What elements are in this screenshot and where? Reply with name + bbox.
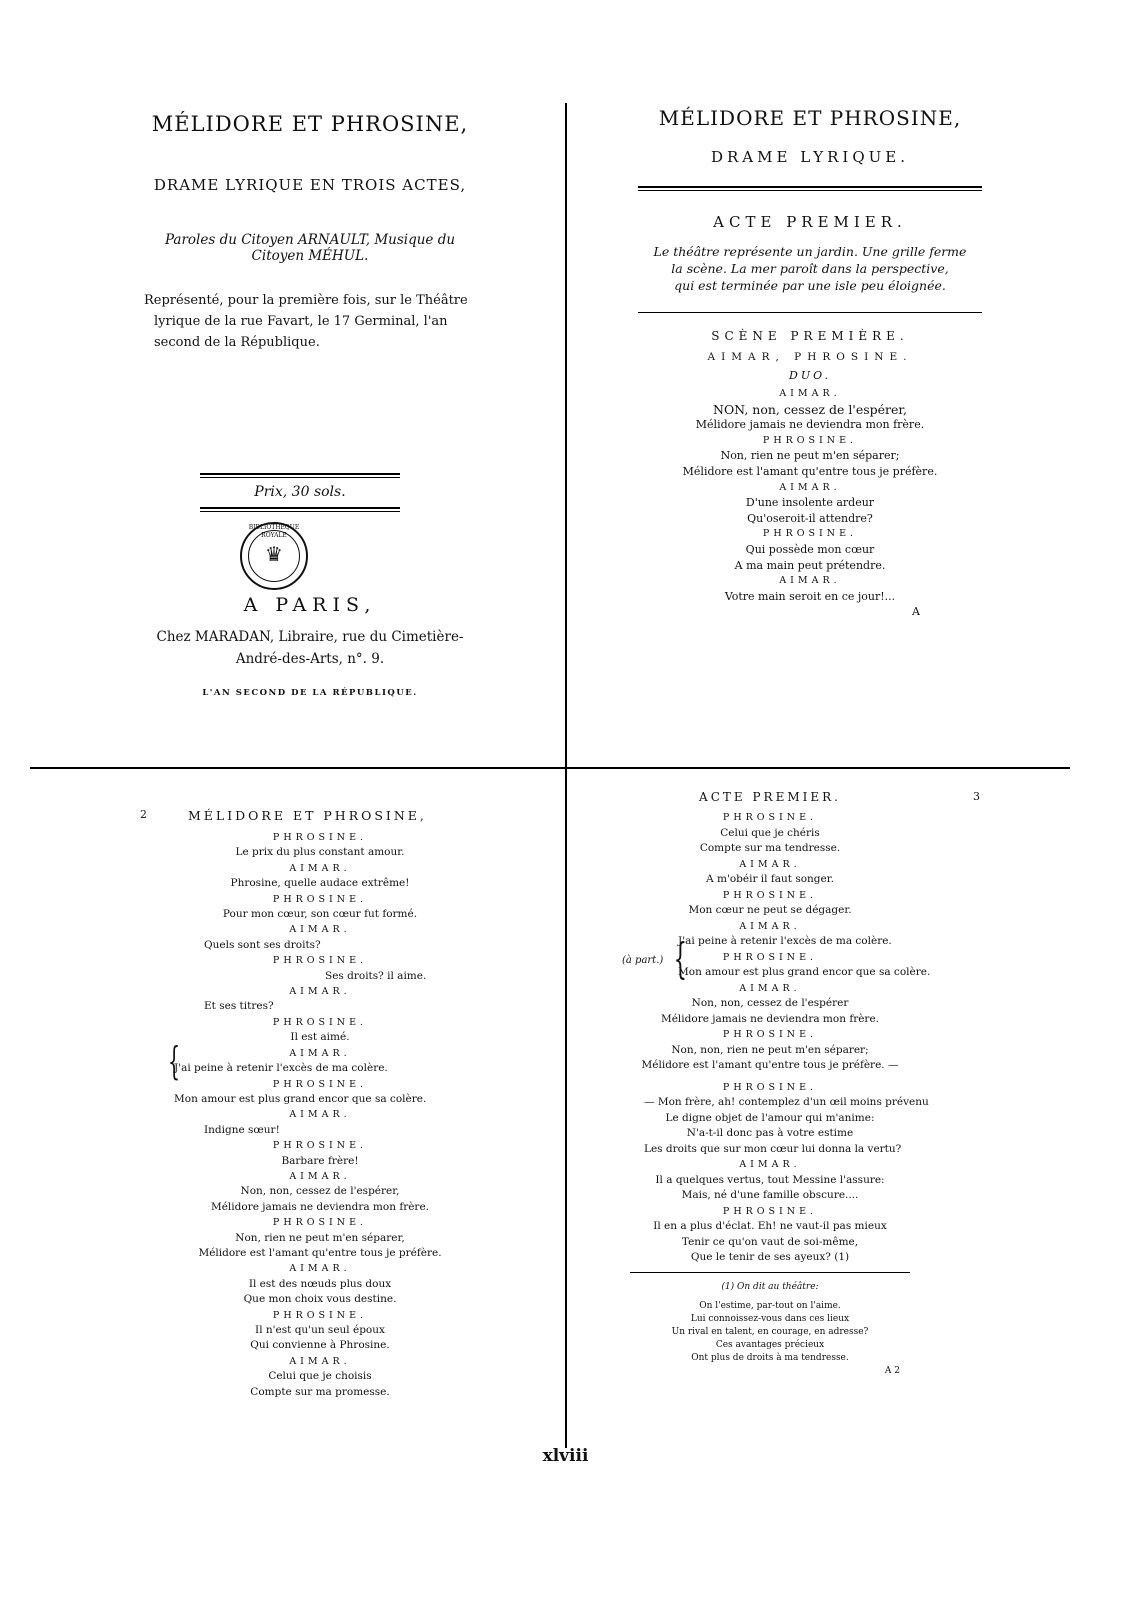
verse-line: Mon amour est plus grand encor que sa colère. [174, 1092, 427, 1105]
verse-line: Il n'est qu'un seul époux [255, 1324, 385, 1336]
verse-line: Quels sont ses droits? [204, 938, 321, 951]
verse-line: Mélidore jamais ne deviendra mon frère. [660, 1012, 880, 1025]
running-header: ACTE PREMIER. [699, 790, 841, 804]
library-stamp [240, 522, 308, 590]
speaker-name: PHROSINE. [272, 1140, 368, 1152]
performance-line: lyrique de la rue Favart, le 17 Germinal, l'an [154, 314, 448, 329]
speaker-name: PHROSINE. [272, 1016, 368, 1028]
title-page [120, 112, 500, 353]
page-bottom-left [140, 808, 480, 1400]
double-rule [638, 186, 982, 191]
speaker-name: PHROSINE. [722, 1029, 818, 1040]
act-heading: ACTE PREMIER. [713, 213, 907, 231]
subtitle: DRAME LYRIQUE. [710, 148, 909, 166]
verse-line: Celui que je chéris [720, 826, 820, 839]
characters: AIMAR, PHROSINE. [707, 351, 913, 363]
page-number-footer: xlviii [542, 1446, 589, 1466]
footnote-rule [630, 1272, 910, 1273]
verse-line: Mon cœur ne peut se dégager. [688, 904, 852, 916]
speaker-name: PHROSINE. [272, 1309, 368, 1321]
right-brace: { [673, 934, 688, 983]
verse-line: Non, rien ne peut m'en séparer, [235, 1231, 405, 1244]
verse-line: Il a quelques vertus, tout Messine l'assure: [655, 1173, 885, 1186]
verse-line: — Mon frère, ah! contemplez d'un œil moins prévenu [644, 1096, 929, 1108]
speaker-name: AIMAR. [289, 1109, 351, 1121]
verse-line: Pour mon cœur, son cœur fut formé. [222, 908, 418, 921]
verse-line: Il est des nœuds plus doux [248, 1277, 392, 1290]
stage-line: la scène. La mer paroît dans la perspective, [671, 261, 949, 276]
speaker-name: AIMAR. [739, 858, 801, 870]
verse-line: Le digne objet de l'amour qui m'anime: [665, 1111, 875, 1124]
speaker-name: PHROSINE. [722, 812, 818, 823]
speaker-name: PHROSINE. [272, 1078, 368, 1090]
speaker-name: AIMAR. [289, 1263, 351, 1275]
verse-line: Phrosine, quelle audace extrême! [230, 877, 410, 890]
stage-line: Le théâtre représente un jardin. Une grille ferme [653, 244, 967, 259]
verse-line: Votre main seroit en ce jour!... [724, 589, 896, 603]
horizontal-divider [30, 767, 1070, 769]
credits-line-1: Paroles du Citoyen ARNAULT, Musique du [164, 232, 456, 248]
title: MÉLIDORE ET PHROSINE, [658, 106, 962, 130]
verse-line: A m'obéir il faut songer. [706, 873, 834, 885]
speaker-name: AIMAR. [779, 575, 841, 587]
verse-line: Non, non, cessez de l'espérer, [240, 1185, 400, 1198]
verse-line: Le prix du plus constant amour. [235, 846, 405, 859]
verse-line: Celui que je choisis [268, 1370, 372, 1383]
speaker-name: PHROSINE. [272, 832, 368, 843]
publisher-block [120, 594, 500, 698]
verse-line: Il en a plus d'éclat. Eh! ne vaut-il pas mieux [653, 1220, 887, 1232]
verse-line: Qui convienne à Phrosine. [250, 1339, 390, 1352]
speaker-name: PHROSINE. [272, 893, 368, 905]
stage-line: qui est terminée par une isle peu éloignée. [674, 278, 946, 293]
footnote-line: Lui connoissez-vous dans ces lieux [690, 1313, 850, 1324]
speaker-name: PHROSINE. [722, 889, 818, 901]
footnote-line: Ces avantages précieux [715, 1339, 825, 1350]
scene-heading: SCÈNE PREMIÈRE. [711, 329, 909, 343]
price-rule-top [200, 473, 400, 478]
price: Prix, 30 sols. [254, 484, 346, 500]
verse-line: Non, non, cessez de l'espérer [691, 997, 849, 1009]
stage-direction [630, 243, 990, 294]
stamp-text: BIBLIOTHÈQUE ROYALE [248, 524, 300, 539]
speaker-name: AIMAR. [739, 920, 801, 932]
price-rule-bottom [200, 507, 400, 512]
page-number: 2 [140, 808, 147, 821]
speaker-name: PHROSINE. [272, 955, 368, 967]
verse-line: Compte sur ma promesse. [250, 1385, 390, 1398]
publisher-line-2: André-des-Arts, n°. 9. [235, 651, 385, 667]
verse-line: Mais, né d'une famille obscure.... [681, 1189, 859, 1201]
verse-line: Mon amour est plus grand encor que sa colère. [678, 966, 931, 978]
footnote-line: Un rival en talent, en courage, en adresse? [671, 1326, 869, 1337]
verse-line: Compte sur ma tendresse. [699, 842, 841, 854]
verse-line: Mélidore jamais ne deviendra mon frère. [695, 418, 925, 432]
vertical-divider [565, 103, 567, 1448]
year: L'AN SECOND DE LA RÉPUBLIQUE. [202, 688, 418, 698]
speaker-name: AIMAR. [289, 1170, 351, 1182]
speaker-name: AIMAR. [289, 1355, 351, 1367]
subtitle: DRAME LYRIQUE EN TROIS ACTES, [153, 176, 467, 194]
verse-line: Mélidore est l'amant qu'entre tous je préfère. [198, 1246, 442, 1259]
verse-line: Non, non, rien ne peut m'en séparer; [671, 1043, 869, 1056]
city: A PARIS, [243, 594, 377, 616]
rule [638, 312, 982, 313]
footnote-line: On l'estime, par-tout on l'aime. [699, 1300, 841, 1311]
speaker-name: AIMAR. [779, 388, 841, 399]
speaker-name: AIMAR. [739, 982, 801, 994]
speaker-name: PHROSINE. [762, 528, 858, 540]
verse-line: J'ai peine à retenir l'excès de ma colère. [174, 1062, 388, 1075]
credits-line-2: Citoyen MÉHUL. [251, 248, 369, 264]
verse-line: Indigne sœur! [204, 1123, 280, 1136]
verse-line: Mélidore est l'amant qu'entre tous je préfère. — [641, 1059, 899, 1071]
speaker-name: PHROSINE. [722, 951, 818, 963]
speaker-name: AIMAR. [739, 1159, 801, 1170]
duo-label: DUO. [789, 369, 831, 382]
speaker-name: PHROSINE. [722, 1205, 818, 1217]
speaker-name: PHROSINE. [762, 434, 858, 446]
verse-line: N'a-t-il donc pas à votre estime [686, 1127, 854, 1139]
verse-line: Mélidore jamais ne deviendra mon frère. [210, 1200, 430, 1213]
verse-line: Que le tenir de ses ayeux? (1) [690, 1251, 850, 1263]
verse-line: Non, rien ne peut m'en séparer; [720, 449, 900, 463]
dialogue [160, 830, 480, 1400]
performance-line: Représenté, pour la première fois, sur le Théâtre [144, 293, 468, 308]
speaker-name: PHROSINE. [272, 1217, 368, 1229]
page-number: 3 [973, 790, 980, 803]
verse-line: Qui possède mon cœur [745, 542, 875, 556]
left-brace: { [168, 1039, 181, 1083]
verse-line: Et ses titres? [204, 1000, 274, 1013]
publisher-line-1: Chez MARADAN, Libraire, rue du Cimetière- [156, 629, 464, 645]
verse-line: NON, non, cessez de l'espérer, [713, 401, 907, 417]
performance-note [120, 290, 500, 353]
verse-line: A ma main peut prétendre. [734, 558, 886, 572]
verse-line: Qu'oseroit-il attendre? [747, 511, 873, 525]
verse-line: Tenir ce qu'on vaut de soi-même, [681, 1235, 859, 1248]
footnote-title: (1) On dit au théâtre: [721, 1281, 819, 1292]
speaker-name: AIMAR. [289, 1047, 351, 1059]
verse-line: Mélidore est l'amant qu'entre tous je préfère. [682, 464, 938, 478]
verse-line: Il est aimé. [290, 1031, 350, 1044]
page-bottom-right [620, 790, 980, 1378]
catchword: A 2 [884, 1365, 900, 1376]
speaker-name: PHROSINE. [722, 1081, 818, 1093]
verse-line: D'une insolente ardeur [745, 496, 875, 510]
dialogue [620, 810, 931, 1266]
verse-line: J'ai peine à retenir l'excès de ma colère. [678, 935, 892, 947]
speaker-name: AIMAR. [289, 924, 351, 936]
aside-label: (à part.) [622, 955, 664, 966]
dialogue [630, 386, 990, 620]
catchword: A [912, 605, 920, 619]
title: MÉLIDORE ET PHROSINE, [151, 112, 469, 136]
verse-line: Les droits que sur mon cœur lui donna la vertu? [644, 1142, 902, 1155]
crown-icon: ♛ [265, 542, 283, 566]
performance-line: second de la République. [154, 335, 320, 350]
speaker-name: AIMAR. [289, 986, 351, 998]
verse-line: Ses droits? il aime. [325, 969, 427, 982]
verse-line: Barbare frère! [281, 1154, 359, 1167]
speaker-name: AIMAR. [779, 481, 841, 493]
footnote [620, 1281, 920, 1378]
speaker-name: AIMAR. [289, 862, 351, 874]
page-top-right [630, 106, 990, 620]
footnote-line: Ont plus de droits à ma tendresse. [691, 1352, 849, 1363]
running-header: MÉLIDORE ET PHROSINE, [188, 808, 427, 823]
verse-line: Que mon choix vous destine. [243, 1293, 397, 1306]
